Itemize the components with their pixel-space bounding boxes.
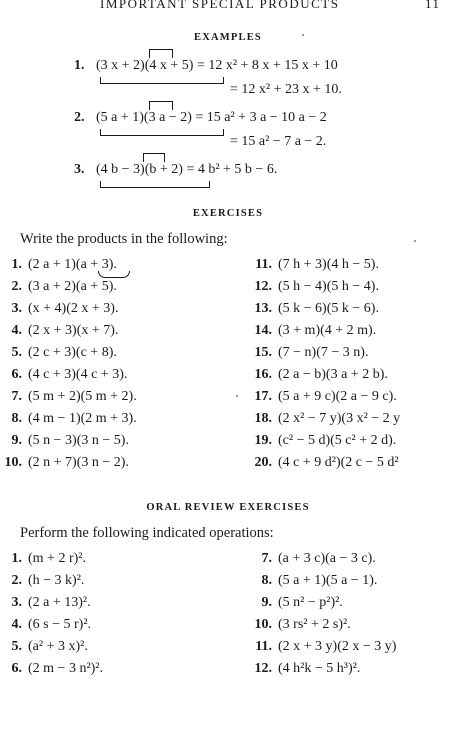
oral-item: 6. (2 m − 3 n²)². <box>11 661 104 676</box>
exercise-item: 16. (2 a − b)(3 a + 2 b). <box>254 367 388 382</box>
speck <box>236 395 238 397</box>
example-1-outer-bracket <box>100 77 224 84</box>
example-2-outer-bracket <box>100 129 224 136</box>
exercise-item: 2. (3 a + 2)(a + 5). <box>11 279 117 294</box>
examples-heading: EXAMPLES <box>194 32 262 43</box>
exercise-item: 7. (5 m + 2)(5 m + 2). <box>11 389 137 404</box>
exercise-item: 12. (5 h − 4)(5 h − 4). <box>254 279 379 294</box>
oral-item: 3. (2 a + 13)². <box>11 595 91 610</box>
exercise-item: 18. (2 x² − 7 y)(3 x² − 2 y <box>254 411 401 426</box>
running-head-title: IMPORTANT SPECIAL PRODUCTS <box>100 0 340 11</box>
exercise-item: 8. (4 m − 1)(2 m + 3). <box>11 411 137 426</box>
exercise-item: 19. (c² − 5 d)(5 c² + 2 d). <box>254 433 397 448</box>
oral-item: 4. (6 s − 5 r)². <box>11 617 92 632</box>
example-2-line-1: (5 a + 1)(3 a − 2) = 15 a² + 3 a − 10 a − 2 <box>96 110 327 125</box>
speck <box>302 34 304 36</box>
exercise-item: 14. (3 + m)(4 + 2 m). <box>254 323 377 338</box>
example-1-line-1: (3 x + 2)(4 x + 5) = 12 x² + 8 x + 15 x + 10 <box>96 58 338 73</box>
oral-item: 11. (2 x + 3 y)(2 x − 3 y) <box>255 639 397 654</box>
example-2-inner-bracket <box>149 101 173 110</box>
oral-item: 12. (4 h²k − 5 h³)². <box>254 661 361 676</box>
example-3-outer-bracket <box>100 181 210 188</box>
example-1-number: 1. <box>74 58 85 73</box>
example-3-line-1: (4 b − 3)(b + 2) = 4 b² + 5 b − 6. <box>96 162 278 177</box>
oral-item: 9. (5 n² − p²)². <box>261 595 343 610</box>
exercise-item: 17. (5 a + 9 c)(2 a − 9 c). <box>254 389 397 404</box>
exercise-item: 15. (7 − n)(7 − 3 n). <box>254 345 369 360</box>
exercise-item: 9. (5 n − 3)(3 n − 5). <box>11 433 129 448</box>
oral-item: 8. (5 a + 1)(5 a − 1). <box>261 573 378 588</box>
exercise-item: 20. (4 c + 9 d²)(2 c − 5 d² <box>254 455 399 470</box>
oral-item: 5. (a² + 3 x)². <box>11 639 88 654</box>
exercise-item: 10. (2 n + 7)(3 n − 2). <box>4 455 129 470</box>
running-head <box>100 0 456 12</box>
oral-item: 2. (h − 3 k)². <box>11 573 85 588</box>
example-3-number: 3. <box>74 162 85 177</box>
example-2-number: 2. <box>74 110 85 125</box>
exercise-item: 6. (4 c + 3)(4 c + 3). <box>11 367 128 382</box>
exercises-heading: EXERCISES <box>192 208 264 219</box>
exercise-item: 3. (x + 4)(2 x + 3). <box>11 301 119 316</box>
exercise-item: 1. (2 a + 1)(a + 3). <box>11 257 117 272</box>
exercise-item: 5. (2 c + 3)(c + 8). <box>11 345 117 360</box>
speck <box>414 240 416 242</box>
exercise-item: 11. (7 h + 3)(4 h − 5). <box>255 257 379 272</box>
oral-item: 1. (m + 2 r)². <box>11 551 86 566</box>
page-number: 11 <box>425 0 441 11</box>
example-1-inner-bracket <box>149 49 173 58</box>
oral-item: 10. (3 rs² + 2 s)². <box>254 617 351 632</box>
example-3-inner-bracket <box>143 153 165 162</box>
oral-review-instruction: Perform the following indicated operations: <box>20 525 274 541</box>
example-1-line-2: = 12 x² + 23 x + 10. <box>230 82 342 97</box>
oral-item: 7. (a + 3 c)(a − 3 c). <box>261 551 376 566</box>
exercise-1-handwritten-bracket <box>98 271 130 278</box>
exercise-item: 13. (5 k − 6)(5 k − 6). <box>254 301 379 316</box>
exercises-instruction: Write the products in the following: <box>20 231 228 247</box>
example-2-line-2: = 15 a² − 7 a − 2. <box>230 134 327 149</box>
exercise-item: 4. (2 x + 3)(x + 7). <box>11 323 119 338</box>
oral-review-heading: ORAL REVIEW EXERCISES <box>146 502 310 513</box>
